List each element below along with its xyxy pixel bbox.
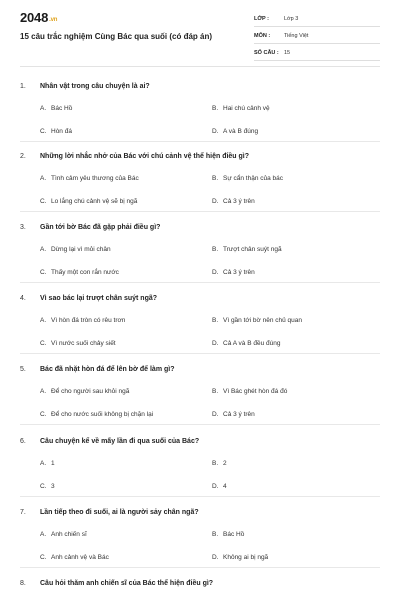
question-4 (0, 295, 400, 367)
question-number: 5. (20, 366, 26, 373)
question-6 (0, 438, 400, 510)
option-d[interactable]: D. Cả 3 ý trên (212, 411, 255, 418)
meta-question-count (254, 46, 380, 61)
option-b[interactable]: B. Vì Bác ghét hòn đá đó (212, 388, 288, 395)
option-c[interactable]: C. Thấy một con rắn nước (40, 269, 119, 276)
question-text: 5. Bác đã nhặt hòn đá để lên bờ để làm gì? (20, 366, 175, 373)
option-d[interactable]: D. Cả A và B đều đúng (212, 340, 281, 347)
logo-suffix: .vn (49, 17, 58, 23)
question-text: 3. Gần tới bờ Bác đã gặp phải điều gì? (20, 224, 161, 231)
question-2 (0, 153, 400, 225)
option-b[interactable]: B. Bác Hồ (212, 531, 245, 538)
question-5 (0, 366, 400, 438)
document-title: 15 câu trắc nghiệm Cùng Bác qua suối (có đáp án) (20, 32, 213, 41)
option-a[interactable]: A. Anh chiến sĩ (40, 531, 87, 538)
question-text: 4. Vì sao bác lại trượt chân suýt ngã? (20, 295, 158, 302)
question-7 (0, 509, 400, 581)
option-a[interactable]: A. Tình cảm yêu thương của Bác (40, 175, 139, 182)
question-divider (20, 353, 380, 354)
question-number: 4. (20, 295, 26, 302)
option-d[interactable]: D. 4 (212, 483, 227, 490)
question-text: 6. Câu chuyện kể về mấy lần đi qua suối của Bác? (20, 438, 200, 445)
option-d[interactable]: D. Không ai bị ngã (212, 554, 269, 561)
header-divider (20, 66, 380, 67)
option-d[interactable]: D. Cả 3 ý trên (212, 198, 255, 205)
option-a[interactable]: A. Bác Hồ (40, 105, 73, 112)
meta-value: Tiếng Việt (284, 33, 309, 39)
question-divider (20, 496, 380, 497)
worksheet-header (0, 0, 400, 66)
option-a[interactable]: A. Dừng lại vì mỏi chân (40, 246, 111, 253)
option-b[interactable]: B. Hai chú cảnh vệ (212, 105, 270, 112)
option-a[interactable]: A. 1 (40, 460, 55, 467)
option-c[interactable]: C. Hòn đá (40, 128, 72, 135)
option-a[interactable]: A. Để cho người sau khỏi ngã (40, 388, 130, 395)
meta-subject (254, 29, 380, 44)
question-divider (20, 424, 380, 425)
meta-value: Lớp 3 (284, 16, 299, 22)
option-c[interactable]: C. Để cho nước suối không bị chặn lại (40, 411, 154, 418)
site-logo[interactable]: 2048.vn (20, 10, 58, 25)
option-c[interactable]: C. 3 (40, 483, 55, 490)
question-text: 1. Nhân vật trong câu chuyện là ai? (20, 83, 150, 90)
option-d[interactable]: D. A và B đúng (212, 128, 259, 135)
question-number: 3. (20, 224, 26, 231)
option-b[interactable]: B. 2 (212, 460, 227, 467)
question-1 (0, 83, 400, 155)
question-number: 7. (20, 509, 26, 516)
meta-value: 15 (284, 50, 291, 56)
question-8 (0, 580, 400, 600)
question-text: 7. Lần tiếp theo đi suối, ai là người sảy chân ngã? (20, 509, 199, 516)
question-3 (0, 224, 400, 296)
question-text: 8. Câu hỏi thăm anh chiến sĩ của Bác thể hiện điều gì? (20, 580, 214, 587)
option-c[interactable]: C. Anh cảnh vệ và Bác (40, 554, 109, 561)
option-b[interactable]: B. Trượt chân suýt ngã (212, 246, 282, 253)
question-divider (20, 567, 380, 568)
question-number: 1. (20, 83, 26, 90)
question-divider (20, 211, 380, 212)
question-number: 6. (20, 438, 26, 445)
option-c[interactable]: C. Vì nước suối chảy siết (40, 340, 116, 347)
question-text: 2. Những lời nhắc nhở của Bác với chú cảnh vệ thể hiện điều gì? (20, 153, 250, 160)
question-divider (20, 141, 380, 142)
option-a[interactable]: A. Vì hòn đá tròn có rêu trơn (40, 317, 126, 324)
meta-label: MÔN : (254, 33, 271, 39)
option-c[interactable]: C. Lo lắng chú cảnh vệ sẽ bị ngã (40, 198, 138, 205)
option-b[interactable]: B. Vì gần tới bờ nên chủ quan (212, 317, 302, 324)
meta-grade (254, 12, 380, 27)
question-number: 2. (20, 153, 26, 160)
option-b[interactable]: B. Sự cẩn thận của bác (212, 175, 284, 182)
meta-label: SỐ CÂU : (254, 50, 279, 56)
question-number: 8. (20, 580, 26, 587)
meta-label: LỚP : (254, 16, 269, 22)
option-d[interactable]: D. Cả 3 ý trên (212, 269, 255, 276)
question-divider (20, 282, 380, 283)
